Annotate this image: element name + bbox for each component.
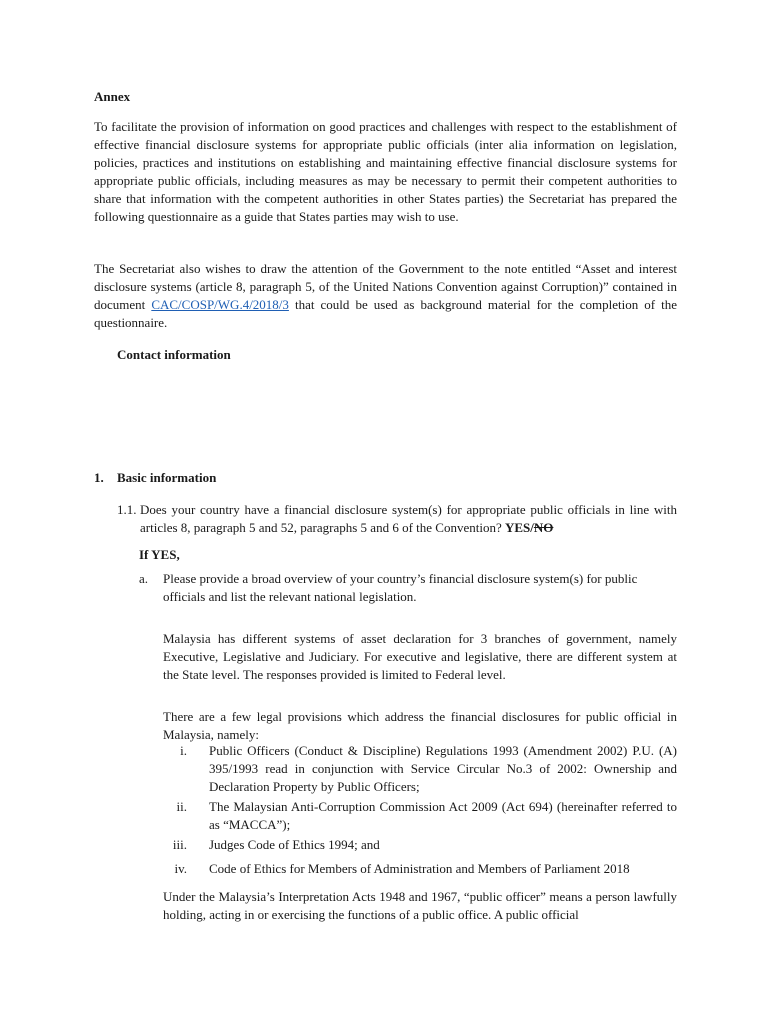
response-paragraph-1: Malaysia has different systems of asset declaration for 3 branches of government, namely Executive, Legislative and Judiciary. For executive and legislative, there are different system at the State level. The responses provided is limited to Federal level. — [163, 631, 677, 682]
list-item-number: i. — [180, 743, 187, 758]
section-number: 1. — [94, 470, 104, 485]
answer-yes: YES/ — [504, 520, 534, 535]
intro-paragraph: To facilitate the provision of information on good practices and challenges with respect to the establishment of effective financial disclosure systems for appropriate public officials (inter alia information on legislation, policies, practices and institutions on establishing and maintaining effective financial disclosure systems for appropriate public officials, including measures as may be necessary to permit their competent authorities to share that information with the competent authorities in other States parties) the Secretariat has prepared the following questionnaire as a guide that States parties may wish to use. — [94, 119, 677, 224]
document-link[interactable]: CAC/COSP/WG.4/2018/3 — [151, 297, 289, 312]
list-item-number: iv. — [174, 861, 187, 876]
response-paragraph-3: Under the Malaysia’s Interpretation Acts 1948 and 1967, “public officer” means a person lawfully holding, acting in or exercising the functions of a public office. A public official — [163, 889, 677, 922]
list-item — [163, 860, 677, 878]
secretariat-paragraph — [94, 260, 677, 332]
list-item-text: The Malaysian Anti-Corruption Commission Act 2009 (Act 694) (hereinafter referred to as “MACCA”); — [209, 799, 677, 832]
contact-information-heading: Contact information — [117, 347, 231, 362]
question-body: Does your country have a financial disclosure system(s) for appropriate public officials in line with articles 8, paragraph 5 and 52, paragraphs 5 and 6 of the Convention? — [140, 502, 677, 535]
question-a-label: a. — [139, 571, 149, 586]
answer-no: NO — [533, 520, 554, 535]
list-item-text: Judges Code of Ethics 1994; and — [209, 837, 380, 852]
list-item — [163, 742, 677, 796]
annex-heading: Annex — [94, 89, 131, 104]
list-item — [163, 798, 677, 834]
question-a — [139, 570, 677, 606]
secretariat-text-after: that could be used as background material for the completion of the questionnaire. — [94, 297, 677, 330]
secretariat-text-before: The Secretariat also wishes to draw the attention of the Government to the note entitled “Asset and interest disclosure systems (article 8, paragraph 5, of the United Nations Convention against Corruption)” contained in document — [94, 261, 677, 312]
if-yes-label: If YES, — [139, 547, 180, 562]
question-text — [140, 501, 677, 537]
list-item-number: iii. — [172, 837, 187, 852]
list-item-text: Code of Ethics for Members of Administration and Members of Parliament 2018 — [209, 861, 630, 876]
section-title: Basic information — [117, 470, 217, 485]
list-item — [163, 836, 677, 854]
question-1-1 — [117, 501, 677, 537]
list-item-text: Public Officers (Conduct & Discipline) Regulations 1993 (Amendment 2002) P.U. (A) 395/1993 read in conjunction with Service Circular No.3 of 2002: Ownership and Declaration Property by Public Officers; — [209, 743, 677, 794]
response-paragraph-2: There are a few legal provisions which address the financial disclosures for public official in Malaysia, namely: — [163, 709, 677, 742]
question-a-text: Please provide a broad overview of your country’s financial disclosure system(s) for public officials and list the relevant national legislation. — [163, 571, 638, 604]
question-number: 1.1. — [117, 502, 137, 517]
list-item-number: ii. — [176, 799, 187, 814]
